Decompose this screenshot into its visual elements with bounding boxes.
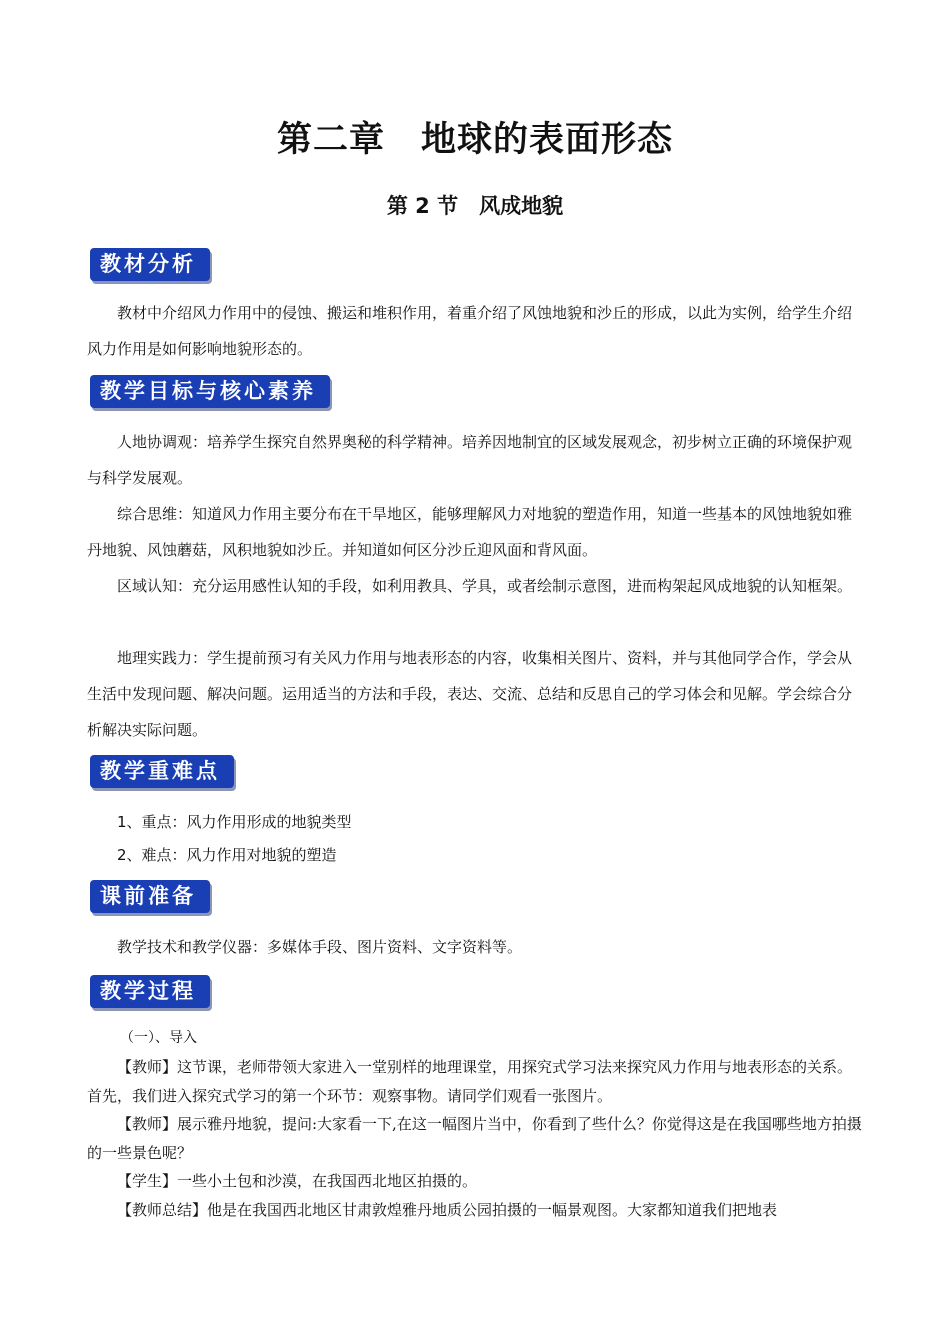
process-intro: （一）、导入 <box>120 1030 197 1046</box>
objective-paragraph: 人地协调观：培养学生探究自然界奥秘的科学精神。培养因地制宜的区域发展观念，初步树立正确的环境保护观与科学发展观。 <box>87 433 853 487</box>
objective-paragraph: 区域认知：充分运用感性认知的手段，如利用教具、学具，或者绘制示意图，进而构架起风成地貌的认知框架。 <box>117 577 853 595</box>
objectives-heading-badge: 教学目标与核心素养 <box>90 375 330 408</box>
chapter-title: 第二章 地球的表面形态 <box>276 120 673 160</box>
objective-paragraph: 综合思维：知道风力作用主要分布在干旱地区，能够理解风力对地貌的塑造作用，知道一些基本的风蚀地貌如雅丹地貌、风蚀蘑菇，风积地貌如沙丘。并知道如何区分沙丘迎风面和背风面。 <box>87 505 853 559</box>
process-paragraph: 【教师总结】他是在我国西北地区甘肃敦煌雅丹地质公园拍摄的一幅景观图。大家都知道我们把地表 <box>117 1201 778 1219</box>
analysis-paragraph: 教材中介绍风力作用中的侵蚀、搬运和堆积作用，着重介绍了风蚀地貌和沙丘的形成，以此为实例，给学生介绍风力作用是如何影响地貌形态的。 <box>87 304 853 358</box>
key-points-heading-badge: 教学重难点 <box>90 755 234 788</box>
process-paragraph: 【教师】这节课，老师带领大家进入一堂别样的地理课堂，用探究式学习法来探究风力作用与地表形态的关系。首先，我们进入探究式学习的第一个环节：观察事物。请同学们观看一张图片。 <box>87 1058 853 1105</box>
analysis-heading-badge: 教材分析 <box>90 248 210 281</box>
process-paragraph: 【学生】一些小土包和沙漠，在我国西北地区拍摄的。 <box>117 1172 478 1190</box>
section-title: 第 2 节 风成地貌 <box>386 194 564 218</box>
key-point-item: 2、难点：风力作用对地貌的塑造 <box>117 846 337 864</box>
objective-paragraph: 地理实践力：学生提前预习有关风力作用与地表形态的内容，收集相关图片、资料，并与其他同学合作，学会从生活中发现问题、解决问题。运用适当的方法和手段，表达、交流、总结和反思自己的学习体会和见解。学会综合分析解决实际问题。 <box>87 649 853 739</box>
preparation-heading-badge: 课前准备 <box>90 880 210 913</box>
preparation-paragraph: 教学技术和教学仪器：多媒体手段、图片资料、文字资料等。 <box>117 938 523 956</box>
process-paragraph: 【教师】展示雅丹地貌，提问:大家看一下,在这一幅图片当中，你看到了些什么？你觉得这是在我国哪些地方拍摄的一些景色呢？ <box>87 1115 862 1162</box>
key-point-item: 1、重点：风力作用形成的地貌类型 <box>117 813 352 831</box>
process-heading-badge: 教学过程 <box>90 975 210 1008</box>
